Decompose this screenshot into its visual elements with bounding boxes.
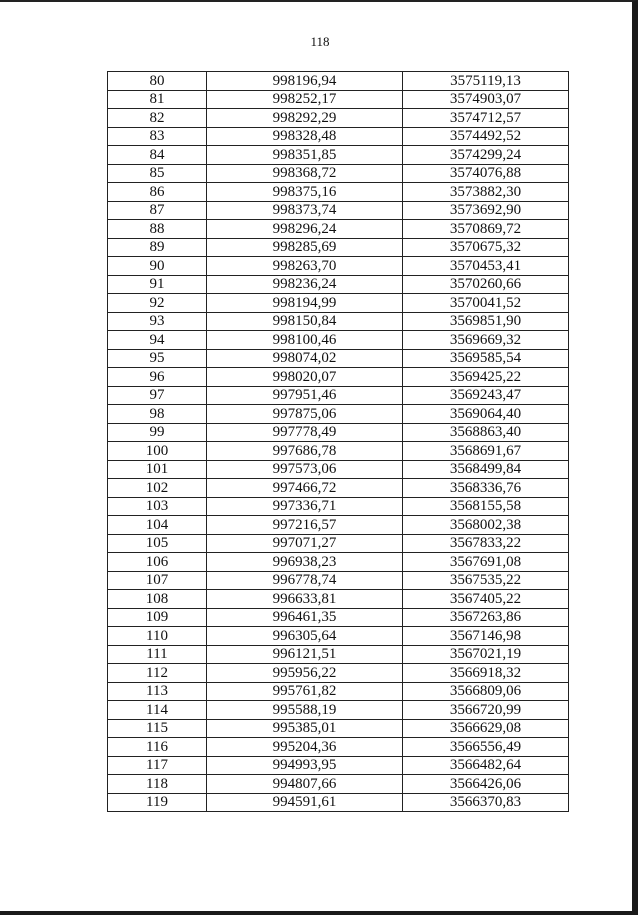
table-row — [108, 90, 569, 109]
point-number-cell: 97 — [108, 386, 207, 405]
x-coordinate-cell: 994807,66 — [207, 775, 403, 794]
x-coordinate-cell: 998150,84 — [207, 312, 403, 331]
table-row — [108, 534, 569, 553]
x-coordinate-cell: 995204,36 — [207, 738, 403, 757]
point-number-cell: 89 — [108, 238, 207, 257]
point-number-cell: 100 — [108, 442, 207, 461]
page-number: 118 — [310, 34, 330, 49]
point-number-cell: 92 — [108, 294, 207, 313]
table-row — [108, 756, 569, 775]
point-number-cell: 117 — [108, 756, 207, 775]
x-coordinate-cell: 998263,70 — [207, 257, 403, 276]
x-coordinate-cell: 996461,35 — [207, 608, 403, 627]
x-coordinate-cell: 994591,61 — [207, 793, 403, 812]
table-row — [108, 238, 569, 257]
table-row — [108, 479, 569, 498]
point-number-cell: 91 — [108, 275, 207, 294]
table-row — [108, 183, 569, 202]
table-row — [108, 497, 569, 516]
y-coordinate-cell: 3574299,24 — [403, 146, 569, 165]
x-coordinate-cell: 997686,78 — [207, 442, 403, 461]
y-coordinate-cell: 3568499,84 — [403, 460, 569, 479]
y-coordinate-cell: 3567263,86 — [403, 608, 569, 627]
y-coordinate-cell: 3569425,22 — [403, 368, 569, 387]
x-coordinate-cell: 998368,72 — [207, 164, 403, 183]
point-number-cell: 118 — [108, 775, 207, 794]
table-row — [108, 312, 569, 331]
x-coordinate-cell: 997951,46 — [207, 386, 403, 405]
x-coordinate-cell: 995956,22 — [207, 664, 403, 683]
y-coordinate-cell: 3570675,32 — [403, 238, 569, 257]
table-row — [108, 349, 569, 368]
table-row — [108, 386, 569, 405]
x-coordinate-cell: 996938,23 — [207, 553, 403, 572]
x-coordinate-cell: 995385,01 — [207, 719, 403, 738]
y-coordinate-cell: 3567535,22 — [403, 571, 569, 590]
table-row — [108, 590, 569, 609]
table-row — [108, 664, 569, 683]
point-number-cell: 119 — [108, 793, 207, 812]
point-number-cell: 90 — [108, 257, 207, 276]
table-row — [108, 682, 569, 701]
y-coordinate-cell: 3566370,83 — [403, 793, 569, 812]
point-number-cell: 114 — [108, 701, 207, 720]
x-coordinate-cell: 998296,24 — [207, 220, 403, 239]
table-row — [108, 294, 569, 313]
x-coordinate-cell: 998074,02 — [207, 349, 403, 368]
x-coordinate-cell: 995761,82 — [207, 682, 403, 701]
table-row — [108, 423, 569, 442]
table-row — [108, 775, 569, 794]
point-number-cell: 107 — [108, 571, 207, 590]
y-coordinate-cell: 3574076,88 — [403, 164, 569, 183]
point-number-cell: 80 — [108, 72, 207, 91]
y-coordinate-cell: 3567405,22 — [403, 590, 569, 609]
point-number-cell: 108 — [108, 590, 207, 609]
point-number-cell: 113 — [108, 682, 207, 701]
table-row — [108, 516, 569, 535]
y-coordinate-cell: 3568336,76 — [403, 479, 569, 498]
x-coordinate-cell: 998236,24 — [207, 275, 403, 294]
table-row — [108, 571, 569, 590]
table-row — [108, 127, 569, 146]
table-row — [108, 146, 569, 165]
point-number-cell: 87 — [108, 201, 207, 220]
x-coordinate-cell: 998020,07 — [207, 368, 403, 387]
x-coordinate-cell: 997336,71 — [207, 497, 403, 516]
point-number-cell: 105 — [108, 534, 207, 553]
x-coordinate-cell: 997573,06 — [207, 460, 403, 479]
table-row — [108, 553, 569, 572]
y-coordinate-cell: 3570260,66 — [403, 275, 569, 294]
y-coordinate-cell: 3570041,52 — [403, 294, 569, 313]
point-number-cell: 101 — [108, 460, 207, 479]
y-coordinate-cell: 3568155,58 — [403, 497, 569, 516]
x-coordinate-cell: 998100,46 — [207, 331, 403, 350]
point-number-cell: 98 — [108, 405, 207, 424]
x-coordinate-cell: 996778,74 — [207, 571, 403, 590]
x-coordinate-cell: 997778,49 — [207, 423, 403, 442]
y-coordinate-cell: 3567833,22 — [403, 534, 569, 553]
point-number-cell: 94 — [108, 331, 207, 350]
y-coordinate-cell: 3569585,54 — [403, 349, 569, 368]
x-coordinate-cell: 995588,19 — [207, 701, 403, 720]
x-coordinate-cell: 997071,27 — [207, 534, 403, 553]
point-number-cell: 112 — [108, 664, 207, 683]
y-coordinate-cell: 3574903,07 — [403, 90, 569, 109]
point-number-cell: 110 — [108, 627, 207, 646]
point-number-cell: 111 — [108, 645, 207, 664]
point-number-cell: 84 — [108, 146, 207, 165]
x-coordinate-cell: 998285,69 — [207, 238, 403, 257]
table-row — [108, 275, 569, 294]
y-coordinate-cell: 3566720,99 — [403, 701, 569, 720]
point-number-cell: 106 — [108, 553, 207, 572]
table-row — [108, 719, 569, 738]
point-number-cell: 85 — [108, 164, 207, 183]
y-coordinate-cell: 3567021,19 — [403, 645, 569, 664]
point-number-cell: 93 — [108, 312, 207, 331]
x-coordinate-cell: 997466,72 — [207, 479, 403, 498]
x-coordinate-cell: 996121,51 — [207, 645, 403, 664]
x-coordinate-cell: 994993,95 — [207, 756, 403, 775]
y-coordinate-cell: 3573692,90 — [403, 201, 569, 220]
point-number-cell: 115 — [108, 719, 207, 738]
point-number-cell: 86 — [108, 183, 207, 202]
table-row — [108, 442, 569, 461]
table-row — [108, 793, 569, 812]
table-row — [108, 368, 569, 387]
y-coordinate-cell: 3568863,40 — [403, 423, 569, 442]
table-row — [108, 460, 569, 479]
y-coordinate-cell: 3566482,64 — [403, 756, 569, 775]
table-row — [108, 738, 569, 757]
x-coordinate-cell: 996633,81 — [207, 590, 403, 609]
point-number-cell: 103 — [108, 497, 207, 516]
table-row — [108, 72, 569, 91]
table-row — [108, 164, 569, 183]
point-number-cell: 116 — [108, 738, 207, 757]
y-coordinate-cell: 3567691,08 — [403, 553, 569, 572]
x-coordinate-cell: 998194,99 — [207, 294, 403, 313]
point-number-cell: 109 — [108, 608, 207, 627]
point-number-cell: 99 — [108, 423, 207, 442]
x-coordinate-cell: 998373,74 — [207, 201, 403, 220]
point-number-cell: 82 — [108, 109, 207, 128]
table-row — [108, 220, 569, 239]
point-number-cell: 104 — [108, 516, 207, 535]
y-coordinate-cell: 3574492,52 — [403, 127, 569, 146]
table-row — [108, 257, 569, 276]
point-number-cell: 102 — [108, 479, 207, 498]
point-number-cell: 81 — [108, 90, 207, 109]
x-coordinate-cell: 996305,64 — [207, 627, 403, 646]
y-coordinate-cell: 3566426,06 — [403, 775, 569, 794]
y-coordinate-cell: 3568002,38 — [403, 516, 569, 535]
point-number-cell: 83 — [108, 127, 207, 146]
y-coordinate-cell: 3566556,49 — [403, 738, 569, 757]
table-row — [108, 645, 569, 664]
coordinates-table-body — [108, 72, 569, 812]
point-number-cell: 88 — [108, 220, 207, 239]
y-coordinate-cell: 3566629,08 — [403, 719, 569, 738]
y-coordinate-cell: 3569851,90 — [403, 312, 569, 331]
point-number-cell: 96 — [108, 368, 207, 387]
point-number-cell: 95 — [108, 349, 207, 368]
table-row — [108, 331, 569, 350]
y-coordinate-cell: 3569669,32 — [403, 331, 569, 350]
table-row — [108, 201, 569, 220]
table-row — [108, 608, 569, 627]
y-coordinate-cell: 3566809,06 — [403, 682, 569, 701]
table-row — [108, 109, 569, 128]
y-coordinate-cell: 3573882,30 — [403, 183, 569, 202]
x-coordinate-cell: 998375,16 — [207, 183, 403, 202]
x-coordinate-cell: 998292,29 — [207, 109, 403, 128]
y-coordinate-cell: 3569064,40 — [403, 405, 569, 424]
table-row — [108, 405, 569, 424]
table-row — [108, 627, 569, 646]
y-coordinate-cell: 3568691,67 — [403, 442, 569, 461]
y-coordinate-cell: 3575119,13 — [403, 72, 569, 91]
y-coordinate-cell: 3566918,32 — [403, 664, 569, 683]
coordinates-table — [107, 71, 569, 812]
y-coordinate-cell: 3567146,98 — [403, 627, 569, 646]
x-coordinate-cell: 997216,57 — [207, 516, 403, 535]
x-coordinate-cell: 998351,85 — [207, 146, 403, 165]
x-coordinate-cell: 998196,94 — [207, 72, 403, 91]
y-coordinate-cell: 3570453,41 — [403, 257, 569, 276]
x-coordinate-cell: 998328,48 — [207, 127, 403, 146]
table-row — [108, 701, 569, 720]
x-coordinate-cell: 998252,17 — [207, 90, 403, 109]
y-coordinate-cell: 3570869,72 — [403, 220, 569, 239]
y-coordinate-cell: 3574712,57 — [403, 109, 569, 128]
x-coordinate-cell: 997875,06 — [207, 405, 403, 424]
y-coordinate-cell: 3569243,47 — [403, 386, 569, 405]
